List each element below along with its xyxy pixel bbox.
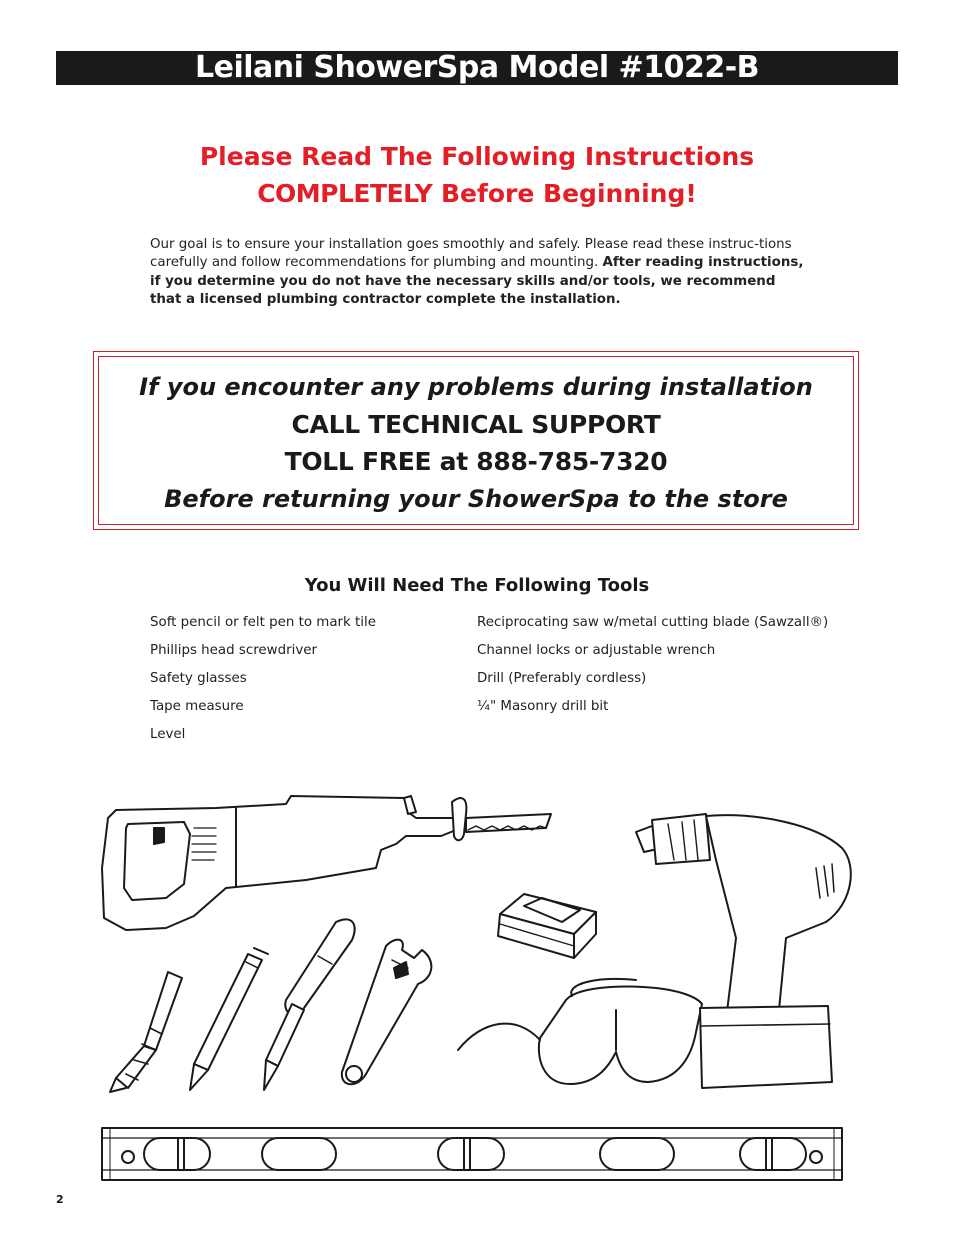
support-line-2: CALL TECHNICAL SUPPORT: [291, 410, 661, 439]
tool-item: Soft pencil or felt pen to mark tile: [150, 615, 376, 630]
page-number: 2: [56, 1193, 64, 1206]
support-line-1: If you encounter any problems during installation: [139, 373, 813, 401]
tool-item: Level: [150, 727, 186, 742]
intro-bold-text: After reading instructions, if you determine you do not have the necessary skills and/or tools, we recommend that a licensed plumbing contractor complete the installation.: [150, 255, 804, 308]
tool-item: Tape measure: [150, 699, 244, 714]
level-icon: [100, 1126, 844, 1182]
screwdriver-icon: [264, 919, 355, 1090]
tool-item: ¼" Masonry drill bit: [477, 699, 609, 714]
tool-item: Channel locks or adjustable wrench: [477, 643, 716, 658]
headline-line-1: Please Read The Following Instructions: [199, 142, 755, 171]
tools-heading: You Will Need The Following Tools: [304, 575, 650, 596]
technical-support-box: [93, 351, 859, 530]
pencil-icon: [190, 948, 268, 1090]
reciprocating-saw-icon: [102, 796, 551, 930]
tool-item: Phillips head screwdriver: [150, 643, 317, 658]
drill-bit-icon: [110, 972, 182, 1092]
headline-emphasis: COMPLETELY: [257, 179, 433, 208]
support-box-inner-border: [98, 356, 854, 525]
tool-item: Reciprocating saw w/metal cutting blade (Sawzall®): [477, 615, 829, 630]
support-line-4: Before returning your ShowerSpa to the store: [164, 485, 788, 513]
adjustable-wrench-icon: [342, 940, 432, 1085]
tools-illustration: [96, 788, 856, 1100]
headline-line-2: [0, 179, 954, 209]
tool-item: Drill (Preferably cordless): [477, 671, 647, 686]
tools-list-right: [477, 612, 828, 724]
support-phone-line: TOLL FREE at 888-785-7320: [284, 447, 668, 476]
intro-paragraph: [150, 236, 810, 310]
safety-glasses-icon: [458, 979, 702, 1084]
page-title: Leilani ShowerSpa Model #1022-B: [194, 50, 760, 85]
intro-text: Our goal is to ensure your installation goes smoothly and safely. Please read these instruc-tions carefully and follow recommendations for plumbing and mounting.: [150, 237, 792, 271]
tools-list-left: [150, 612, 376, 752]
title-bar: [56, 51, 898, 85]
headline-rest: Before Beginning!: [432, 179, 697, 208]
tool-item: Safety glasses: [150, 671, 247, 686]
tape-measure-icon: [498, 894, 596, 958]
